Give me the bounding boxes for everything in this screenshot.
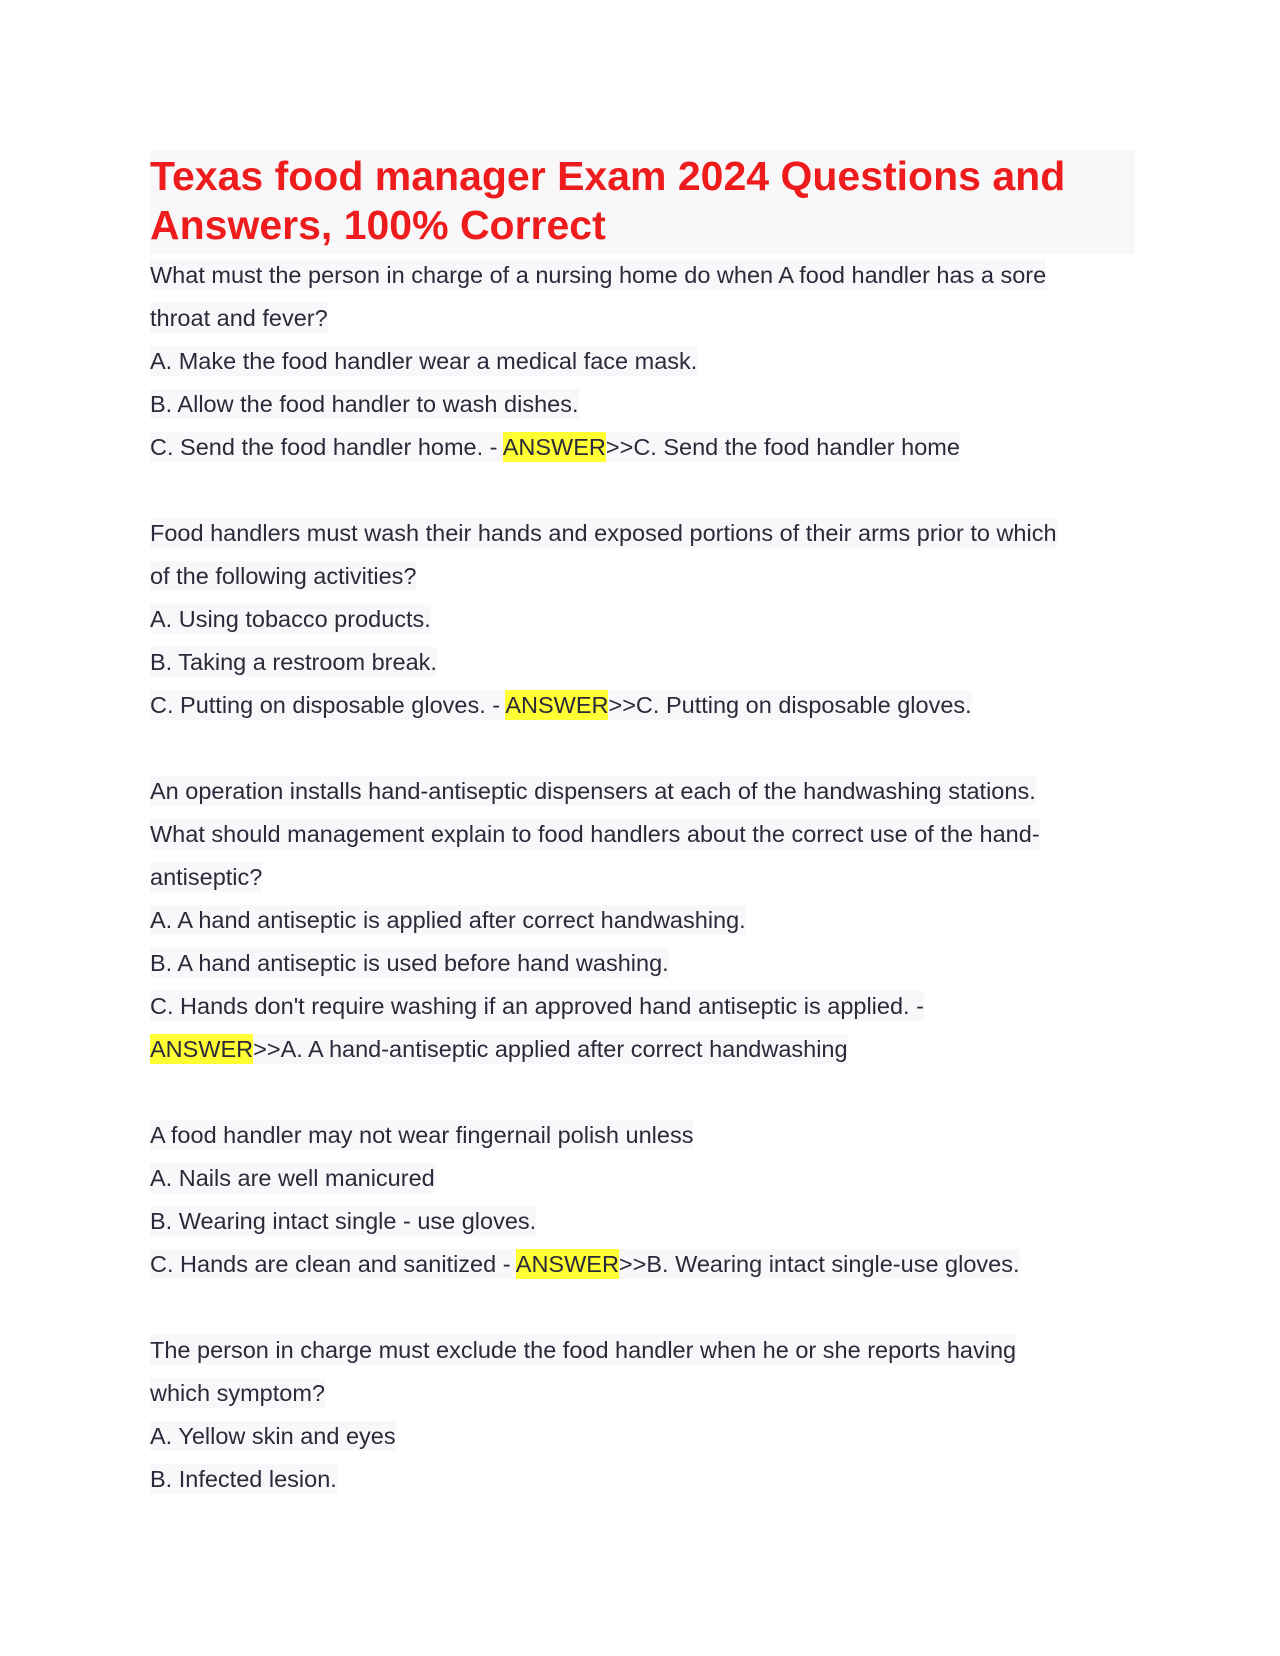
answer-highlight: ANSWER xyxy=(502,434,606,460)
answer-highlight: ANSWER xyxy=(150,1036,254,1062)
question-stem-line: What must the person in charge of a nursing home do when A food handler has a sore xyxy=(150,262,1047,288)
question-2 xyxy=(150,512,1135,770)
question-1 xyxy=(150,254,1135,512)
question-stem-line: What should management explain to food handlers about the correct use of the hand- xyxy=(150,821,1040,847)
question-stem-line: A food handler may not wear fingernail polish unless xyxy=(150,1122,694,1148)
answer-text: >>C. Send the food handler home xyxy=(605,434,960,460)
option-c: C. Hands don't require washing if an approved hand antiseptic is applied. - xyxy=(150,993,924,1019)
spacer xyxy=(150,1071,1135,1114)
answer-text: >>C. Putting on disposable gloves. xyxy=(608,692,972,718)
spacer xyxy=(150,727,1135,770)
question-stem-line: An operation installs hand-antiseptic dispensers at each of the handwashing stations. xyxy=(150,778,1036,804)
option-b: B. Wearing intact single - use gloves. xyxy=(150,1208,537,1234)
question-stem-line: throat and fever? xyxy=(150,305,328,331)
option-a: A. Using tobacco products. xyxy=(150,606,431,632)
spacer xyxy=(150,1286,1135,1329)
question-stem-line: of the following activities? xyxy=(150,563,417,589)
option-c-with-answer: C. Send the food handler home. - ANSWER>>C. Send the food handler home xyxy=(150,434,960,460)
answer-line xyxy=(150,1028,1135,1071)
option-a: A. Nails are well manicured xyxy=(150,1165,435,1191)
option-b: B. Taking a restroom break. xyxy=(150,649,437,675)
question-stem-line: antiseptic? xyxy=(150,864,263,890)
document-title: Texas food manager Exam 2024 Questions and Answers, 100% Correct xyxy=(150,150,1135,254)
question-stem-line: Food handlers must wash their hands and exposed portions of their arms prior to which xyxy=(150,520,1057,546)
answer-highlight: ANSWER xyxy=(515,1251,619,1277)
question-4 xyxy=(150,1114,1135,1329)
question-stem-line: The person in charge must exclude the food handler when he or she reports having xyxy=(150,1337,1017,1363)
spacer xyxy=(150,469,1135,512)
option-c-with-answer: C. Hands are clean and sanitized - ANSWER>>B. Wearing intact single-use gloves. xyxy=(150,1251,1020,1277)
option-b: B. Allow the food handler to wash dishes. xyxy=(150,391,579,417)
option-a: A. A hand antiseptic is applied after correct handwashing. xyxy=(150,907,746,933)
option-b: B. Infected lesion. xyxy=(150,1466,337,1492)
document-page xyxy=(150,150,1135,1501)
question-3 xyxy=(150,770,1135,1114)
option-c-with-answer: C. Putting on disposable gloves. - ANSWER>>C. Putting on disposable gloves. xyxy=(150,692,972,718)
question-stem-line: which symptom? xyxy=(150,1380,325,1406)
answer-text: >>A. A hand-antiseptic applied after correct handwashing xyxy=(253,1036,848,1062)
option-a: A. Make the food handler wear a medical face mask. xyxy=(150,348,698,374)
question-5 xyxy=(150,1329,1135,1501)
option-b: B. A hand antiseptic is used before hand washing. xyxy=(150,950,669,976)
answer-text: >>B. Wearing intact single-use gloves. xyxy=(618,1251,1020,1277)
answer-highlight: ANSWER xyxy=(505,692,609,718)
option-a: A. Yellow skin and eyes xyxy=(150,1423,396,1449)
